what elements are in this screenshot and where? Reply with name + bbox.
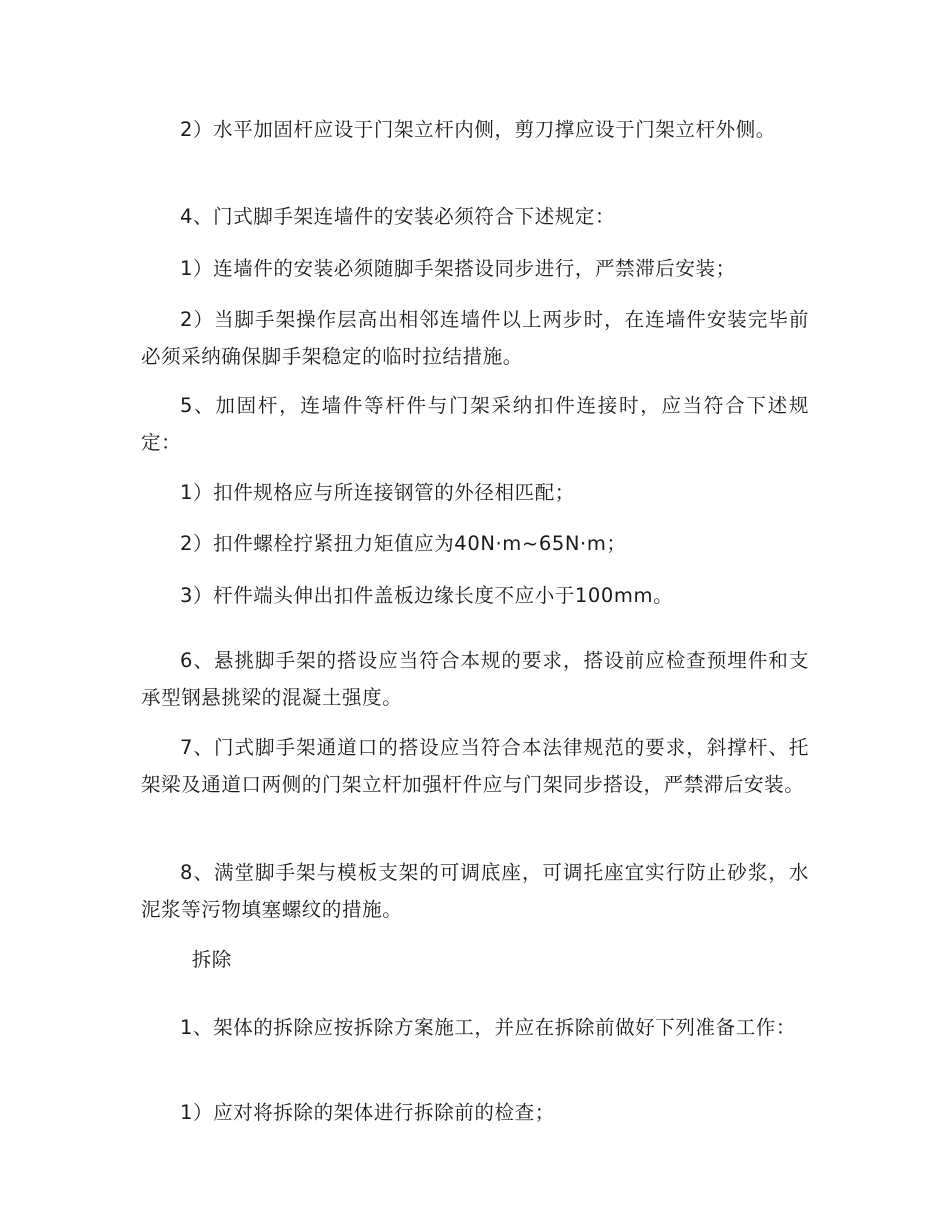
paragraph-11: 8、满堂脚手架与模板支架的可调底座，可调托座宜实行防止砂浆，水泥浆等污物填塞螺纹的措施。 <box>141 861 809 921</box>
paragraph-3: 1）连墙件的安装必须随脚手架搭设同步进行，严禁滞后安装； <box>180 257 736 280</box>
paragraph-9: 6、悬挑脚手架的搭设应当符合本规的要求，搭设前应检查预埋件和支承型钢悬挑梁的混凝土强度。 <box>141 649 809 709</box>
paragraph-12: 1、架体的拆除应按拆除方案施工，并应在拆除前做好下列准备工作： <box>180 1016 797 1039</box>
paragraph-4: 2）当脚手架操作层高出相邻连墙件以上两步时，在连墙件安装完毕前必须采纳确保脚手架稳定的临时拉结措施。 <box>141 308 809 368</box>
paragraph-1: 2）水平加固杆应设于门架立杆内侧，剪刀撑应设于门架立杆外侧。 <box>180 118 776 141</box>
paragraph-5: 5、加固杆，连墙件等杆件与门架采纳扣件连接时，应当符合下述规定： <box>141 394 809 454</box>
paragraph-7: 2）扣件螺栓拧紧扭力矩值应为40N·m~65N·m； <box>180 532 627 555</box>
paragraph-10: 7、门式脚手架通道口的搭设应当符合本法律规范的要求，斜撑杆、托架梁及通道口两侧的门架立杆加强杆件应与门架同步搭设，严禁滞后安装。 <box>141 736 809 796</box>
paragraph-6: 1）扣件规格应与所连接钢管的外径相匹配； <box>180 481 575 504</box>
section-heading: 拆除 <box>191 948 232 971</box>
paragraph-8: 3）杆件端头伸出扣件盖板边缘长度不应小于100mm。 <box>180 584 674 607</box>
paragraph-13: 1）应对将拆除的架体进行拆除前的检查； <box>180 1101 555 1124</box>
paragraph-2: 4、门式脚手架连墙件的安装必须符合下述规定： <box>180 205 616 228</box>
